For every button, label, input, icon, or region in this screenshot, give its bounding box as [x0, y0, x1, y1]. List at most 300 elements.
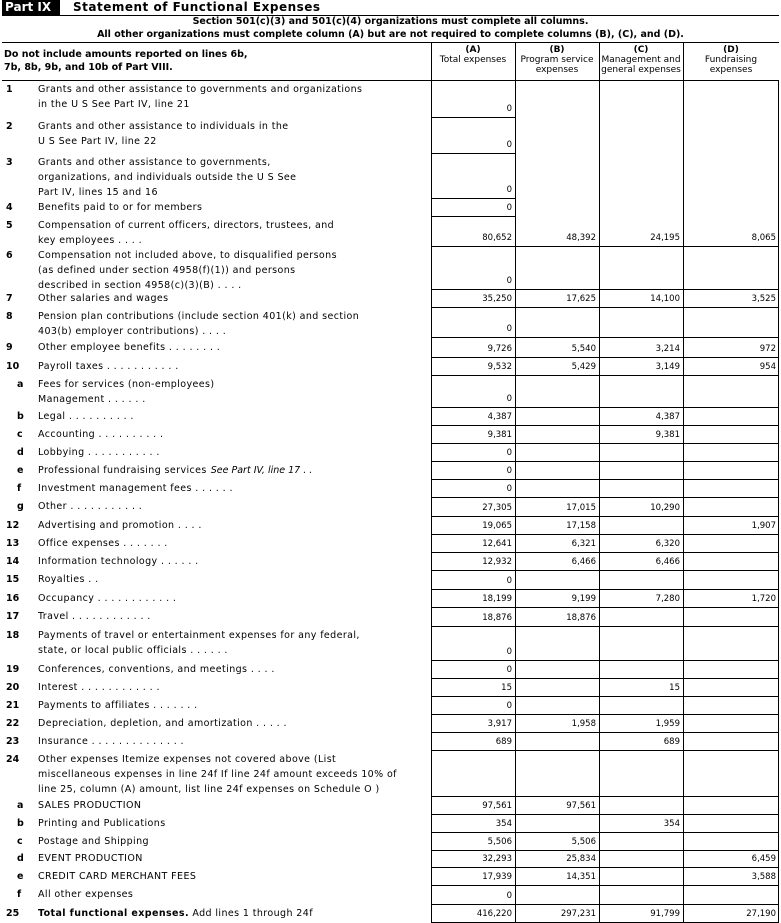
line-description: [38, 798, 430, 813]
amount-cell-a: 97,561: [482, 801, 512, 811]
column-letter: (C): [633, 45, 649, 55]
line-number: 9: [6, 341, 13, 353]
description-text: Benefits paid to or for members: [38, 201, 203, 213]
line-description: [38, 445, 430, 460]
amount-cell-c: 24,195: [650, 233, 680, 243]
line-number: 15: [6, 574, 20, 585]
amount-cell-a: 689: [495, 737, 512, 747]
line-number: 18: [6, 630, 20, 641]
line-description: [38, 155, 430, 200]
line-number: a: [17, 799, 24, 811]
line-description: [38, 499, 430, 514]
line-description: [38, 291, 430, 306]
description-line: [38, 662, 430, 677]
table-row: [0, 407, 781, 425]
description-text: Grants and other assistance to governments,: [38, 157, 271, 168]
amount-cell-d: 6,459: [751, 854, 776, 864]
line-number: 12: [6, 519, 20, 531]
table-row: [0, 732, 781, 750]
table-row: [0, 660, 781, 678]
column-label-instruction: [4, 48, 424, 74]
line-description: [38, 869, 430, 884]
amount-cell-c: 3,149: [655, 362, 680, 372]
column-title-line-1: Management and: [601, 55, 681, 65]
amount-cell-d: 972: [759, 344, 776, 354]
description-line: [38, 445, 430, 460]
amount-cell-c: 6,466: [655, 557, 680, 567]
amount-cell-a: 0: [506, 203, 512, 213]
amount-cell-c: 7,280: [655, 594, 680, 604]
amount-cell-d: 1,720: [751, 594, 776, 604]
amount-cell-c: 3,214: [655, 344, 680, 354]
description-line: [38, 518, 430, 533]
description-line: [38, 82, 430, 97]
amount-cell-c: 9,381: [655, 430, 680, 440]
line-description: [38, 200, 430, 215]
line-number: e: [17, 870, 24, 882]
line-description: [38, 887, 430, 902]
line-description: [38, 572, 430, 587]
amount-cell-a: 9,532: [487, 362, 512, 372]
description-text: EVENT PRODUCTION: [38, 853, 143, 864]
column-header-a: [431, 42, 515, 80]
description-text: Legal . . . . . . . . . .: [38, 410, 134, 422]
description-line: [38, 869, 430, 884]
instruction-note-1: Section 501(c)(3) and 501(c)(4) organizations must complete all columns.: [192, 16, 589, 27]
description-line: [38, 291, 430, 306]
description-line: [38, 309, 430, 324]
amount-cell-b: 48,392: [566, 233, 596, 243]
line-number: 4: [6, 201, 13, 213]
description-line: [38, 767, 430, 782]
description-text: Printing and Publications: [38, 817, 166, 829]
description-line: [38, 628, 430, 643]
amount-cell-a: 32,293: [482, 854, 512, 864]
description-line: [38, 643, 430, 658]
amount-cell-b: 97,561: [566, 801, 596, 811]
description-line: [38, 481, 430, 496]
amount-cell-d: 3,525: [751, 294, 776, 304]
line-description: [38, 816, 430, 831]
line-description: [38, 834, 430, 849]
column-letter: (B): [549, 45, 565, 55]
description-text: (as defined under section 4958(f)(1)) and persons: [38, 265, 296, 276]
description-italic: See Part IV, line 17 . .: [210, 464, 313, 476]
line-description: [38, 906, 430, 921]
line-description: [38, 628, 430, 658]
amount-cell-c: 15: [669, 683, 680, 693]
amount-cell-a: 15: [501, 683, 512, 693]
amount-cell-c: 689: [663, 737, 680, 747]
amount-cell-a: 0: [506, 576, 512, 586]
description-text: Other . . . . . . . . . . .: [38, 501, 143, 512]
description-text: Investment management fees . . . . . .: [38, 482, 233, 494]
table-row: [0, 246, 781, 289]
description-text: Other employee benefits . . . . . . . .: [38, 341, 221, 353]
table-row: [0, 80, 781, 117]
description-text: line 25, column (A) amount, list line 24f expenses on Schedule O ): [38, 784, 380, 795]
table-row: [0, 750, 781, 796]
amount-cell-a: 0: [506, 104, 512, 114]
line-number: 7: [6, 292, 13, 304]
amount-cell-a: 9,381: [487, 430, 512, 440]
description-line: [38, 427, 430, 442]
description-text: in the U S See Part IV, line 21: [38, 99, 190, 110]
amount-cell-a: 0: [506, 185, 512, 195]
line-description: [38, 591, 430, 606]
line-number: 13: [6, 537, 20, 549]
description-line: [38, 170, 430, 185]
line-number: e: [17, 464, 24, 476]
column-title-line-2: expenses: [709, 65, 753, 75]
amount-cell-b: 5,506: [571, 837, 596, 847]
line-description: [38, 309, 430, 339]
amount-cell-d: 1,907: [751, 521, 776, 531]
line-description: [38, 409, 430, 424]
amount-cell-b: 25,834: [566, 854, 596, 864]
description-text: Lobbying . . . . . . . . . . .: [38, 446, 160, 458]
table-row: [0, 796, 781, 814]
description-line: [38, 734, 430, 749]
description-text: Advertising and promotion . . . .: [38, 519, 202, 531]
table-row: [0, 678, 781, 696]
line-number: 24: [6, 754, 20, 765]
column-title-line-1: Program service: [520, 55, 594, 65]
description-line: [38, 119, 430, 134]
line-description: [38, 377, 430, 407]
description-text: Postage and Shipping: [38, 835, 149, 847]
description-text: Accounting . . . . . . . . . .: [38, 428, 164, 440]
description-text: Part IV, lines 15 and 16: [38, 187, 158, 198]
line-number: 20: [6, 681, 20, 693]
description-line: [38, 680, 430, 695]
description-text: Professional fundraising services: [38, 464, 207, 476]
description-text: Occupancy . . . . . . . . . . . .: [38, 592, 177, 604]
line-number: 6: [6, 250, 13, 261]
description-text: miscellaneous expenses in line 24f If line 24f amount exceeds 10% of: [38, 769, 397, 780]
amount-cell-b: 18,876: [566, 613, 596, 623]
description-text: All other expenses: [38, 889, 134, 900]
table-row: [0, 289, 781, 307]
line-description: [38, 662, 430, 677]
label-line-2: 7b, 8b, 9b, and 10b of Part VIII.: [4, 62, 173, 73]
line-number: c: [17, 835, 23, 847]
description-line: [38, 816, 430, 831]
amount-cell-c: 6,320: [655, 539, 680, 549]
line-number: 10: [6, 360, 20, 372]
table-row: [0, 516, 781, 534]
description-line: [38, 359, 430, 374]
table-row: [0, 153, 781, 198]
table-row: [0, 307, 781, 337]
label-line-1: Do not include amounts reported on lines 6b,: [4, 49, 248, 60]
part-header: [2, 0, 779, 15]
amount-cell-a: 0: [506, 647, 512, 657]
table-row: [0, 904, 781, 922]
table-row: [0, 216, 781, 246]
column-title-line-1: Fundraising: [704, 55, 758, 65]
line-description: [38, 463, 430, 478]
line-number: 1: [6, 84, 13, 95]
line-description: [38, 851, 430, 866]
description-line: [38, 752, 430, 767]
amount-cell-a: 80,652: [482, 233, 512, 243]
amount-cell-d: 8,065: [751, 233, 776, 243]
amount-cell-a: 0: [506, 394, 512, 404]
amount-cell-a: 12,641: [482, 539, 512, 549]
description-line: [38, 609, 430, 624]
column-title-line-2: general expenses: [601, 65, 681, 75]
table-row: [0, 832, 781, 850]
amount-cell-a: 27,305: [482, 503, 512, 513]
description-line: [38, 887, 430, 902]
description-line: [38, 906, 430, 921]
amount-cell-c: 10,290: [650, 503, 680, 513]
description-line: [38, 200, 430, 215]
description-line: [38, 248, 430, 263]
amount-cell-b: 5,540: [571, 344, 596, 354]
table-row: [0, 867, 781, 885]
line-number: 23: [6, 735, 20, 747]
description-text: U S See Part IV, line 22: [38, 136, 157, 147]
line-number: 17: [6, 611, 20, 622]
line-description: [38, 427, 430, 442]
line-number: f: [17, 889, 22, 900]
amount-cell-b: 9,199: [571, 594, 596, 604]
table-row: [0, 461, 781, 479]
amount-cell-a: 0: [506, 484, 512, 494]
amount-cell-a: 3,917: [487, 719, 512, 729]
column-header-b: [515, 42, 599, 80]
line-number: g: [17, 501, 24, 512]
description-line: [38, 463, 430, 478]
description-text: Royalties . .: [38, 574, 99, 585]
amount-cell-c: 354: [663, 819, 680, 829]
column-separator: [515, 42, 516, 80]
amount-cell-a: 35,250: [482, 294, 512, 304]
description-text: CREDIT CARD MERCHANT FEES: [38, 870, 197, 882]
table-row: [0, 814, 781, 832]
line-number: 14: [6, 555, 20, 567]
description-line: [38, 97, 430, 112]
line-number: 3: [6, 157, 13, 168]
line-description: [38, 536, 430, 551]
description-text: described in section 4958(c)(3)(B) . . . .: [38, 280, 242, 291]
column-separator: [599, 42, 600, 80]
part-title: Statement of Functional Expenses: [73, 0, 321, 14]
description-text: Interest . . . . . . . . . . . .: [38, 681, 160, 693]
description-text: organizations, and individuals outside the U S See: [38, 172, 297, 183]
amount-cell-a: 416,220: [476, 909, 512, 919]
amount-cell-b: 17,625: [566, 294, 596, 304]
amount-cell-a: 12,932: [482, 557, 512, 567]
amount-cell-a: 9,726: [487, 344, 512, 354]
line-number: 25: [6, 907, 20, 919]
amount-cell-a: 0: [506, 448, 512, 458]
line-number: b: [17, 410, 24, 422]
amount-cell-a: 354: [495, 819, 512, 829]
description-line: [38, 834, 430, 849]
table-row: [0, 626, 781, 660]
description-line: [38, 218, 430, 233]
table-row: [0, 375, 781, 407]
line-description: [38, 752, 430, 797]
description-line: [38, 155, 430, 170]
description-line: [38, 572, 430, 587]
line-number: 22: [6, 717, 20, 729]
amount-cell-b: 1,958: [571, 719, 596, 729]
line-number: f: [17, 482, 22, 494]
amount-cell-b: 297,231: [560, 909, 596, 919]
amount-cell-a: 0: [506, 140, 512, 150]
table-row: [0, 552, 781, 570]
description-text: Information technology . . . . . .: [38, 555, 199, 567]
line-description: [38, 698, 430, 713]
description-line: [38, 536, 430, 551]
table-row: [0, 497, 781, 516]
table-row: [0, 714, 781, 732]
column-separator: [431, 42, 432, 80]
description-line: [38, 716, 430, 731]
table-row: [0, 443, 781, 461]
line-number: d: [17, 446, 24, 458]
amount-cell-b: 6,321: [571, 539, 596, 549]
amount-cell-d: 954: [759, 362, 776, 372]
description-text: state, or local public officials . . . . . .: [38, 645, 228, 656]
table-row: [0, 885, 781, 904]
line-description: [38, 119, 430, 149]
description-text: Grants and other assistance to governments and organizations: [38, 84, 363, 95]
line-number: 2: [6, 121, 13, 132]
amount-cell-a: 4,387: [487, 412, 512, 422]
description-text: Other expenses Itemize expenses not covered above (List: [38, 754, 337, 765]
line-number: a: [17, 379, 24, 390]
amount-cell-a: 18,876: [482, 613, 512, 623]
description-line: [38, 554, 430, 569]
amount-cell-c: 91,799: [650, 909, 680, 919]
line-description: [38, 248, 430, 293]
line-description: [38, 609, 430, 624]
instruction-note-2: All other organizations must complete column (A) but are not required to complete columns (B), (C), and (D).: [97, 29, 684, 40]
table-row: [0, 337, 781, 357]
description-text: Payments to affiliates . . . . . . .: [38, 699, 198, 711]
amount-cell-b: 14,351: [566, 872, 596, 882]
table-row: [0, 607, 781, 626]
table-row: [0, 696, 781, 714]
description-line: [38, 851, 430, 866]
table-row: [0, 425, 781, 443]
amount-cell-d: 27,190: [746, 909, 776, 919]
amount-cell-a: 0: [506, 701, 512, 711]
amount-cell-a: 18,199: [482, 594, 512, 604]
description-text: Depreciation, depletion, and amortization . . . . .: [38, 717, 287, 729]
description-line: [38, 377, 430, 392]
amount-cell-a: 0: [506, 466, 512, 476]
description-text: Total functional expenses.: [38, 907, 189, 919]
table-row: [0, 534, 781, 552]
line-number: b: [17, 817, 24, 829]
line-description: [38, 518, 430, 533]
description-line: [38, 499, 430, 514]
description-text: SALES PRODUCTION: [38, 799, 142, 811]
amount-cell-a: 5,506: [487, 837, 512, 847]
line-number: 5: [6, 220, 13, 231]
column-letter: (D): [723, 45, 739, 55]
line-description: [38, 554, 430, 569]
description-line: [38, 698, 430, 713]
column-separator: [683, 42, 684, 80]
table-row: [0, 479, 781, 497]
description-text: Payroll taxes . . . . . . . . . . .: [38, 360, 179, 372]
description-text: Management . . . . . .: [38, 394, 146, 405]
amount-cell-a: 0: [506, 665, 512, 675]
description-text: Insurance . . . . . . . . . . . . . .: [38, 735, 184, 747]
line-description: [38, 218, 430, 248]
description-text: Conferences, conventions, and meetings . . . .: [38, 663, 275, 675]
description-text: Office expenses . . . . . . .: [38, 537, 168, 549]
amount-cell-a: 17,939: [482, 872, 512, 882]
description-line: [38, 134, 430, 149]
table-row: [0, 357, 781, 375]
description-text: Travel . . . . . . . . . . . .: [38, 611, 151, 622]
description-line: [38, 798, 430, 813]
description-line: [38, 409, 430, 424]
line-number: d: [17, 853, 24, 864]
description-suffix: Add lines 1 through 24f: [188, 907, 313, 919]
column-header-c: [599, 42, 683, 80]
amount-cell-a: 19,065: [482, 521, 512, 531]
line-number: 8: [6, 311, 13, 322]
line-description: [38, 481, 430, 496]
amount-cell-a: 0: [506, 324, 512, 334]
amount-cell-c: 14,100: [650, 294, 680, 304]
amount-cell-b: 17,158: [566, 521, 596, 531]
amount-cell-c: 1,959: [655, 719, 680, 729]
amount-cell-b: 6,466: [571, 557, 596, 567]
part-label: Part IX: [2, 0, 60, 15]
line-description: [38, 359, 430, 374]
column-letter: (A): [465, 45, 481, 55]
table-row: [0, 850, 781, 867]
line-description: [38, 734, 430, 749]
amount-cell-a: 0: [506, 891, 512, 901]
line-description: [38, 340, 430, 355]
description-line: [38, 591, 430, 606]
table-row: [0, 198, 781, 216]
column-title-line-2: expenses: [535, 65, 579, 75]
line-description: [38, 716, 430, 731]
line-number: 16: [6, 592, 20, 604]
amount-cell-b: 5,429: [571, 362, 596, 372]
description-line: [38, 392, 430, 407]
amount-cell-b: 17,015: [566, 503, 596, 513]
amount-cell-c: 4,387: [655, 412, 680, 422]
table-row: [0, 117, 781, 153]
line-description: [38, 680, 430, 695]
line-number: c: [17, 428, 23, 440]
description-text: Other salaries and wages: [38, 292, 169, 304]
table-row: [0, 570, 781, 589]
table-row: [0, 589, 781, 607]
description-text: Grants and other assistance to individuals in the: [38, 121, 289, 132]
line-number: 19: [6, 663, 20, 675]
description-line: [38, 782, 430, 797]
description-text: Compensation not included above, to disqualified persons: [38, 250, 337, 261]
description-text: Pension plan contributions (include section 401(k) and section: [38, 311, 360, 322]
column-title-line-1: Total expenses: [439, 55, 507, 65]
description-text: Payments of travel or entertainment expenses for any federal,: [38, 630, 360, 641]
line-number: 21: [6, 699, 20, 711]
